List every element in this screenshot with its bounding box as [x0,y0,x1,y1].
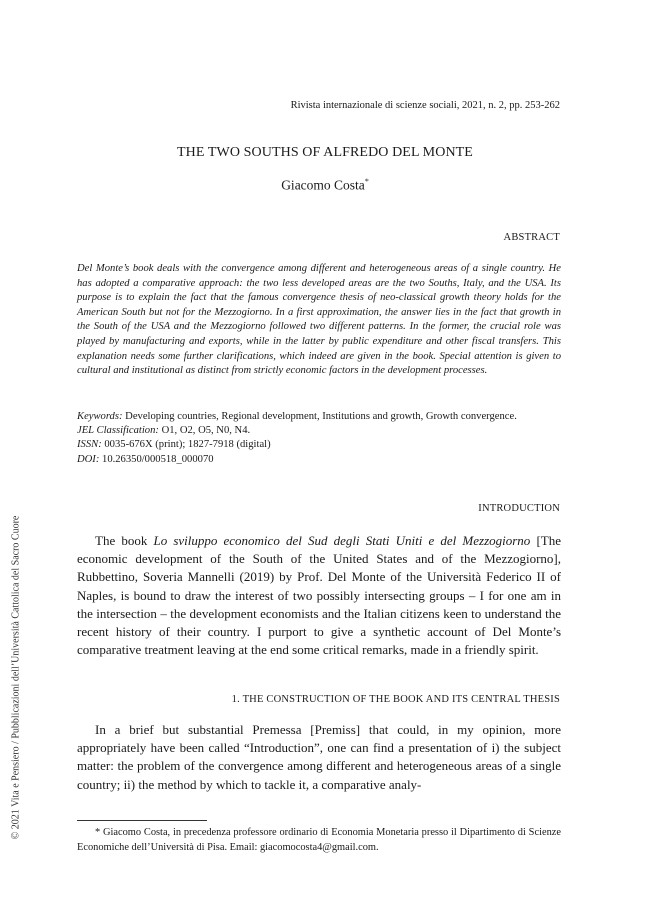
article-title: THE TWO SOUTHS OF ALFREDO DEL MONTE [177,145,473,160]
jel-row [77,424,567,438]
keywords-value: Developing countries, Regional development, Institutions and growth, Growth convergence. [125,411,517,422]
intro-text-before: The book [95,533,154,548]
abstract-heading: ABSTRACT [503,232,560,243]
intro-text-after: [The economic development of the South of the United States and of the Mezzogiorno], Rubbettino, Soveria Mannelli (2019) by Prof. Del Monte of the Università Federico II of Naples, is bound to draw the interest of two possibly intersecting groups – I for one am in the intersection – the development economists and the Italian citizens keen to understand the recent history of their country. I purport to give a synthetic account of Del Monte’s comparative treatment leaving at the end some critical remarks, made in a friendly spirit. [77,533,561,658]
introduction-heading: INTRODUCTION [478,503,560,514]
jel-label: JEL Classification: [77,425,159,437]
author-name: Giacomo Costa [281,177,365,193]
journal-citation: Rivista internazionale di scienze sociali, 2021, n. 2, pp. 253-262 [290,100,560,111]
section1-paragraph: In a brief but substantial Premessa [Premiss] that could, in my opinion, more appropriately have been called “Introduction”, one can find a presentation of i) the subject matter: the problem of the convergence among different and heterogeneous areas of a single country; ii) the method by which to tackle it, a comparative analy- [77,722,561,792]
article-metadata [77,410,567,467]
section1-heading: 1. THE CONSTRUCTION OF THE BOOK AND ITS CENTRAL THESIS [231,694,560,705]
doi-row [77,453,567,467]
keywords-row [77,410,567,424]
author-line [0,177,650,194]
introduction-paragraph [77,532,561,659]
book-title: Lo sviluppo economico del Sud degli Stati Uniti e del Mezzogiorno [153,533,531,548]
keywords-label: Keywords: [77,411,123,422]
abstract-text: Del Monte’s book deals with the convergence among different and heterogeneous areas of a single country. He has adopted a comparative approach: the two less developed areas are the two Souths, Italy, and the USA. Its purpose is to explain the fact that the famous convergence thesis of neo-classical growth theory holds for the American South but not for the Mezzogiorno. In a first approximation, the answer lies in the fact that growth in the South of the USA and the Mezzogiorno followed two different patterns. In the former, the crucial role was played by manufacturing and exports, while in the latter by public expenditure and other fiscal transfers. This explanation needs some further clarifications, which indeed are given in the book. Special attention is given to cultural and institutional as distinct from strictly economic factors in the development processes. [77,263,561,377]
issn-row [77,438,567,452]
footnote-divider [77,820,207,821]
issn-value: 0035-676X (print); 1827-7918 (digital) [104,439,271,451]
doi-value: 10.26350/000518_000070 [102,453,214,465]
copyright-sidebar: © 2021 Vita e Pensiero / Pubblicazioni dell’Università Cattolica del Sacro Cuore [10,515,22,840]
issn-label: ISSN: [77,439,102,451]
jel-value: O1, O2, O5, N0, N4. [161,425,251,437]
footnote-text: * Giacomo Costa, in precedenza professore ordinario di Economia Monetaria presso il Dipartimento di Scienze Economiche dell’Università di Pisa. Email: giacomocosta4@gmail.com. [77,827,561,853]
author-footnote-mark: * [364,177,369,186]
doi-label: DOI: [77,453,100,465]
